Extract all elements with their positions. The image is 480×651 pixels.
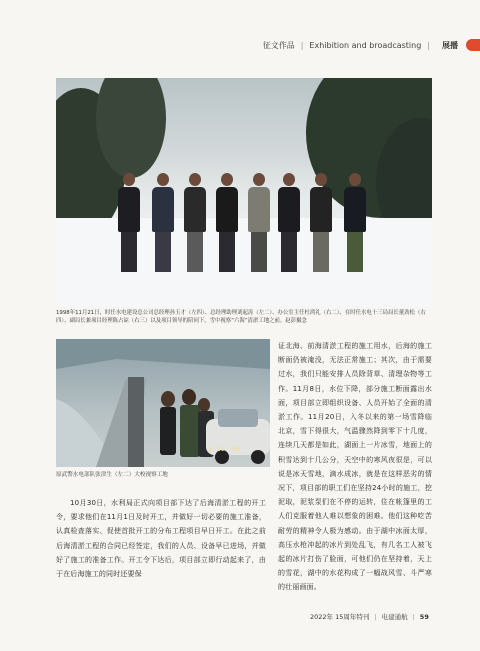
photo-caption-main: 1998年11月21日，时任水电建设总公司总经理孙玉才（左四）、总经理助理刘起涛（左二）、办公室主任杜鸿礼（右二）、在时任水电十三局局长董劲松（右四）、副局长兼项目经理陈占谅（右三）以及项目领导的陪同下，雪中视察“六海”清淤工地之前。赵彭摄念: [56, 310, 426, 324]
header-divider-2: |: [427, 40, 430, 50]
page-footer: [310, 612, 429, 621]
issue-label: 2022年 15周年特刊: [310, 613, 370, 621]
section-title-cn: 征文作品: [262, 40, 295, 50]
journal-name: 电建通航: [381, 613, 408, 621]
paragraph: 10月30日，水利局正式向项目部下达了后海清淤工程的开工令，要求他们在11月1日及时开工，并做好一切必要的施工准备，认真检查落实、促使首批开工的分布工程项目早日开工。在此之前后海清淤工程的合同已经签定，我们的人员、设备早已进场，并做好了施工的准备工作。开工令下达后，项目部立即行动起来了，由于在后海施工的同时还要保: [56, 499, 266, 579]
paragraph: 证北海、前海清淤工程的施工用水，后海的施工断面仍被淹没，无法正常施工；其次，由于需要过水，我们只能安排人员除背草、清理杂物等工作。11月8日，水位下降，部分施工断面露出水面，项目部立即组织设备、人员开始了全面的清淤工作。11月20日，入冬以来的第一场雪降临北京，雪下得很大，气温骤然降到零下十几度，连续几天都是如此，湖面上一片冰雪，地面上的积雪达到十几公分，天空中的寒风夜很是，可以说是冰天雪地，滴水成冰，就是在这样恶劣的情况下，项目部的职工们在坚持24小时的施工，挖泥取，泥浆泵们在不停的运转，住在帐篷里的工人们克服着他人难以想象的困难。他们这种吃苦耐劳的精神令人极为感动。由于湖中冰面太厚，高压水枪冲起的冰片到处乱飞，有几名工人被飞起的冰片打伤了脸面，可他们仍在坚持着，天上的雪花，湖中的水花构成了一幅战风雪、斗严寒的壮丽画面。: [278, 342, 432, 592]
article-column-left: [56, 496, 266, 581]
footer-divider-2: |: [412, 612, 415, 621]
person: [278, 173, 300, 272]
group-photo-snow: [56, 78, 432, 306]
photo-caption-inspection: 原武警水电部队张津生（左二）大校视察工地: [56, 472, 168, 478]
person: [344, 173, 366, 272]
footer-divider: |: [374, 612, 377, 621]
section-title-en: Exhibition and broadcasting: [309, 40, 422, 50]
person: [310, 173, 332, 272]
person: [152, 173, 174, 272]
inspection-photo: [56, 339, 270, 467]
snow-ground: [56, 218, 432, 306]
person: [118, 173, 140, 272]
section-tab: 展播: [442, 40, 458, 50]
person: [216, 173, 238, 272]
person: [248, 173, 270, 272]
photo-date-stamp: 6 11 '98: [208, 445, 240, 453]
page-number: 59: [419, 612, 429, 621]
page-header: [263, 38, 480, 52]
article-column-right: [278, 339, 432, 595]
person: [184, 173, 206, 272]
section-marker-tab: [466, 39, 480, 51]
header-divider: |: [300, 40, 304, 50]
